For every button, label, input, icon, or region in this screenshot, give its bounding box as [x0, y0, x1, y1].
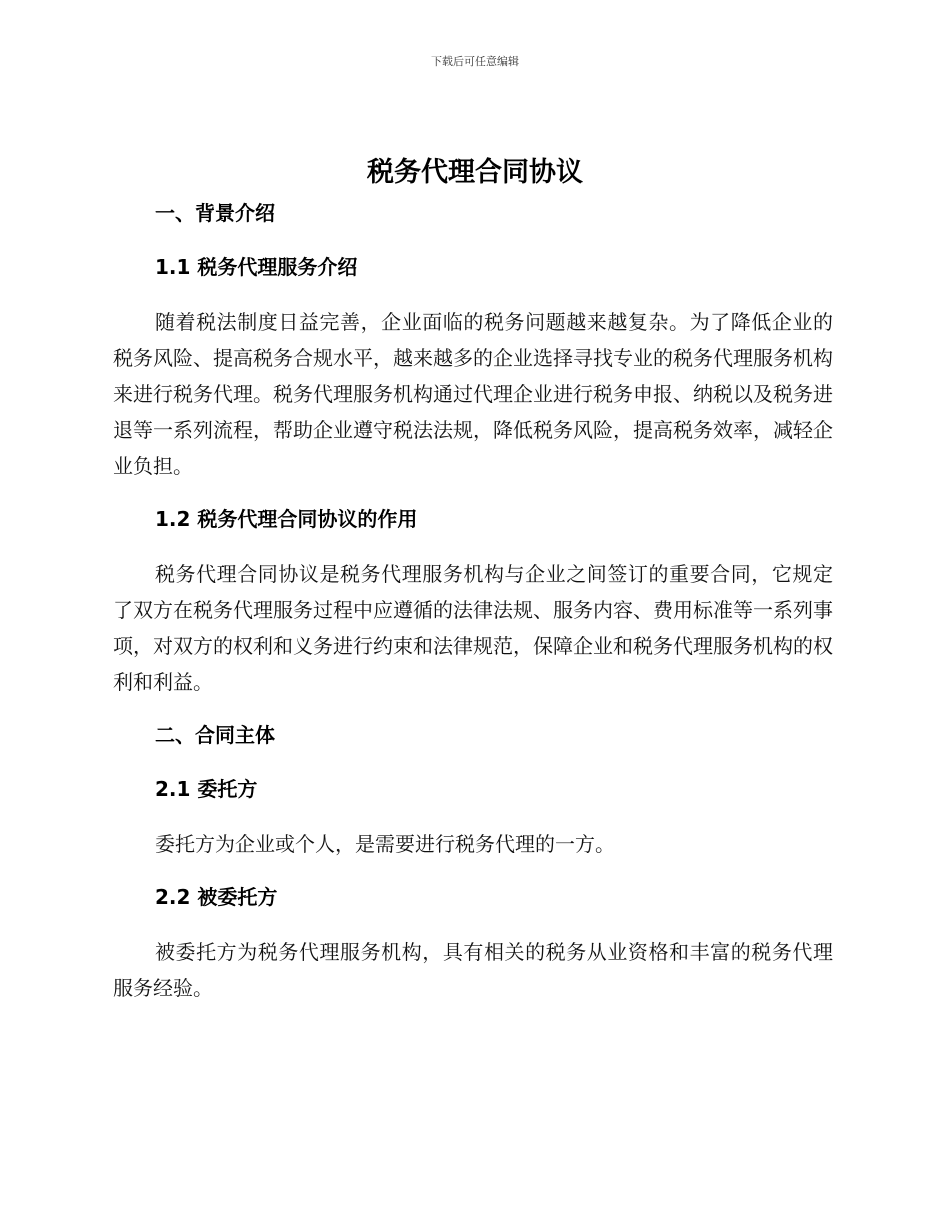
document-body [113, 196, 833, 1024]
subsection-heading-2-1: 2.1 委托方 [155, 777, 258, 801]
section-heading-parties: 二、合同主体 [155, 723, 275, 747]
section-heading-background: 一、背景介绍 [155, 201, 275, 225]
subsection-heading-2-2: 2.2 被委托方 [155, 885, 278, 909]
subsection-heading-1-1: 1.1 税务代理服务介绍 [155, 255, 358, 279]
paragraph-2-2: 被委托方为税务代理服务机构，具有相关的税务从业资格和丰富的税务代理服务经验。 [113, 940, 833, 1000]
document-title: 税务代理合同协议 [367, 157, 583, 188]
paragraph-2-1: 委托方为企业或个人，是需要进行税务代理的一方。 [155, 832, 615, 856]
subsection-heading-1-2: 1.2 税务代理合同协议的作用 [155, 507, 418, 531]
paragraph-1-2: 税务代理合同协议是税务代理服务机构与企业之间签订的重要合同，它规定了双方在税务代理服务过程中应遵循的法律法规、服务内容、费用标准等一系列事项，对双方的权利和义务进行约束和法律规范，保障企业和税务代理服务机构的权利和利益。 [113, 562, 833, 694]
paragraph-1-1: 随着税法制度日益完善，企业面临的税务问题越来越复杂。为了降低企业的税务风险、提高税务合规水平，越来越多的企业选择寻找专业的税务代理服务机构来进行税务代理。税务代理服务机构通过代理企业进行税务申报、纳税以及税务进退等一系列流程，帮助企业遵守税法法规，降低税务风险，提高税务效率，减轻企业负担。 [113, 310, 833, 478]
header-note: 下载后可任意编辑 [431, 55, 519, 68]
